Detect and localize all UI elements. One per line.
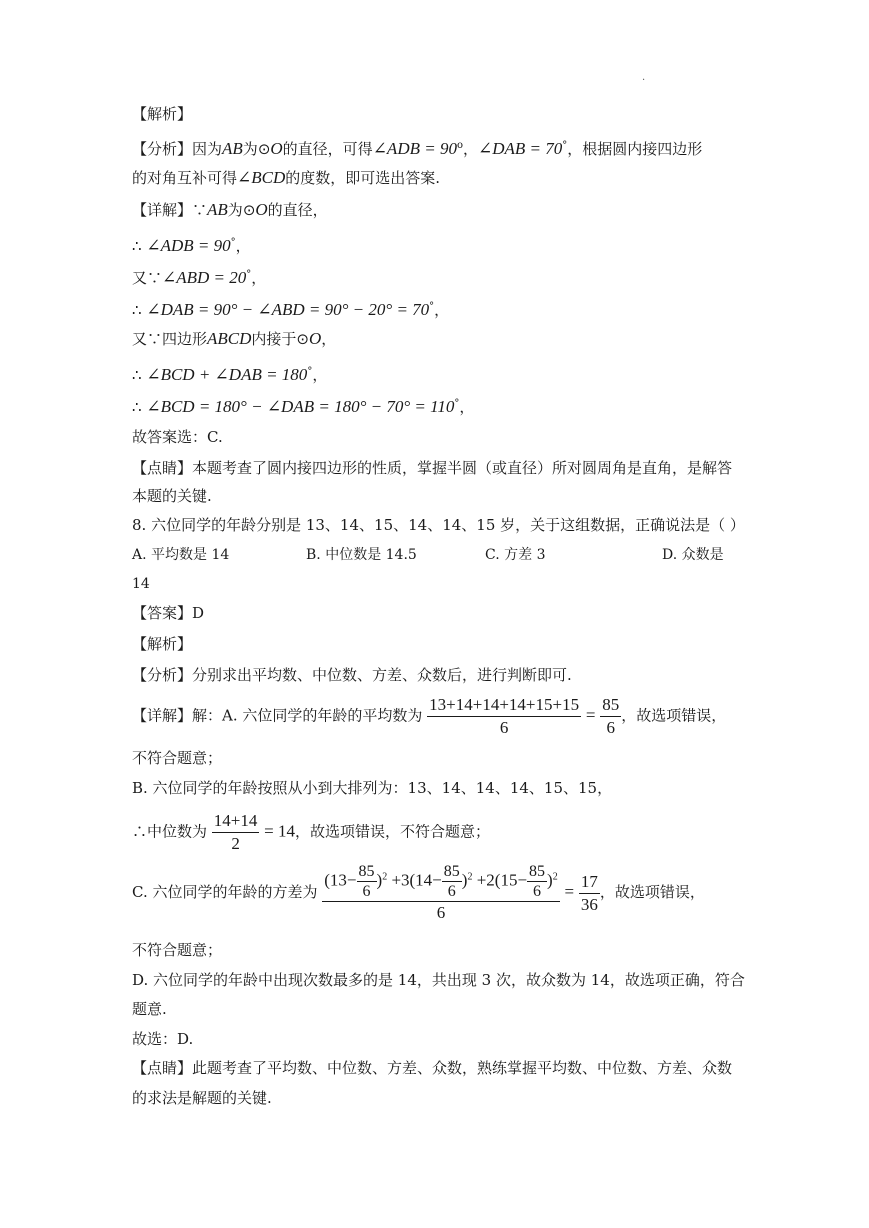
xiangjie-line: 【详解】∵AB为⊙O的直径， bbox=[132, 200, 328, 219]
fenxi-line-1: 【分析】因为AB为⊙O的直径，可得∠ADB = $90^o$，∠DAB = 70°，根据圆内接四边形 bbox=[132, 139, 703, 158]
q8-answer: 【答案】D bbox=[132, 604, 205, 622]
circle-dot-icon: ⊙ bbox=[296, 330, 309, 348]
circle-dot-icon: ⊙ bbox=[242, 201, 256, 219]
q8-option-c: C. 方差 3 bbox=[485, 547, 546, 563]
step-6: ∴ ∠BCD = 180° − ∠DAB = 180° − 70° = 110°， bbox=[132, 397, 475, 416]
step-2: 又∵∠ABD = 20°， bbox=[132, 268, 267, 287]
answer-line: 故答案选：C. bbox=[132, 428, 223, 446]
fenxi-line-2: 的对角互补可得∠BCD的度数，即可选出答案. bbox=[132, 168, 441, 187]
therefore-icon: ∴ bbox=[132, 301, 142, 319]
q8-dianjing-1: 【点睛】此题考查了平均数、中位数、方差、众数，熟练掌握平均数、中位数、方差、众数 bbox=[132, 1059, 733, 1077]
median-fraction: $\frac{14+14}{2}$ bbox=[213, 811, 258, 853]
variance-fraction: (13− $\frac{85}{6}$ )$^2$ +3(14− $\frac{85}{6}$ )$^2$ +2(15− $\frac{85}{6}$ )$^2$ 6 bbox=[324, 863, 558, 922]
q8-fenxi: 【分析】分别求出平均数、中位数、方差、众数后，进行判断即可. bbox=[132, 666, 572, 684]
circle-dot-icon: ⊙ bbox=[257, 140, 271, 158]
degree-sign: ° bbox=[562, 140, 568, 151]
q8-detail-a-line2: 不符合题意； bbox=[132, 749, 223, 767]
q8-detail-b: B. 六位同学的年龄按照从小到大排列为：13、14、14、14、15、15， bbox=[132, 779, 613, 797]
q8-choose: 故选：D. bbox=[132, 1030, 194, 1048]
q8-option-a: A. 平均数是 14 bbox=[132, 547, 230, 563]
therefore-icon: ∴ bbox=[132, 366, 142, 384]
dianjing-line-1: 【点睛】本题考查了圆内接四边形的性质，掌握半圆（或直径）所对圆周角是直角，是解答 bbox=[132, 459, 733, 477]
variance-result-fraction: $\frac{17}{36}$ bbox=[580, 871, 598, 914]
q8-jiexi: 【解析】 bbox=[132, 635, 193, 653]
q8-dianjing-2: 的求法是解题的关键. bbox=[132, 1089, 272, 1107]
q8-detail-d-2: 题意. bbox=[132, 1000, 167, 1018]
mean-fraction: $\frac{13+14+14+14+15+15}{6}$ bbox=[429, 695, 580, 737]
q8-detail-d-1: D. 六位同学的年龄中出现次数最多的是 14，共出现 3 次，故众数为 14，故选项正确，符合 bbox=[132, 971, 745, 989]
step-4: 又∵四边形ABCD内接于⊙O， bbox=[132, 329, 337, 348]
degree-sign: o bbox=[456, 140, 463, 151]
step-5: ∴ ∠BCD + ∠DAB = 180°， bbox=[132, 365, 328, 384]
q8-option-d: D. 众数是 bbox=[662, 547, 724, 563]
q8-detail-c-line2: 不符合题意； bbox=[132, 941, 223, 959]
mean-result-fraction: $\frac{85}{6}$ bbox=[602, 695, 620, 737]
q8-option-b: B. 中位数是 14.5 bbox=[306, 547, 417, 563]
jiexi-heading: 【解析】 bbox=[132, 105, 193, 123]
q8-stem: 8. 六位同学的年龄分别是 13、14、15、14、14、15 岁，关于这组数据，正确说法是（ ） bbox=[132, 516, 745, 534]
q8-detail-a: 【详解】解：A. 六位同学的年龄的平均数为 $\frac{13+14+14+14+15+15}{6}$ = $\frac{85}{6}$ ，故选项错误， bbox=[132, 695, 727, 737]
q8-detail-b2: ∴中位数为 $\frac{14+14}{2}$ = 14，故选项错误，不符合题意； bbox=[132, 811, 491, 853]
q8-option-d-wrap: 14 bbox=[132, 576, 150, 592]
step-1: ∴ ∠ADB = 90°， bbox=[132, 236, 251, 255]
therefore-icon: ∴ bbox=[132, 237, 142, 255]
therefore-icon: ∴ bbox=[132, 398, 142, 416]
q8-detail-c: C. 六位同学的年龄的方差为 (13− $\frac{85}{6}$ )$^2$ +3(14− $\frac{85}{6}$ )$^2$ +2(15− $\frac{85}{6}$ )$^2$ 6 = $\frac{17}{36}$ ，故选项错误， bbox=[132, 863, 705, 922]
step-3: ∴ ∠DAB = 90° − ∠ABD = 90° − 20° = 70°， bbox=[132, 300, 450, 319]
dianjing-line-2: 本题的关键. bbox=[132, 487, 212, 505]
header-dot: . bbox=[642, 72, 646, 83]
